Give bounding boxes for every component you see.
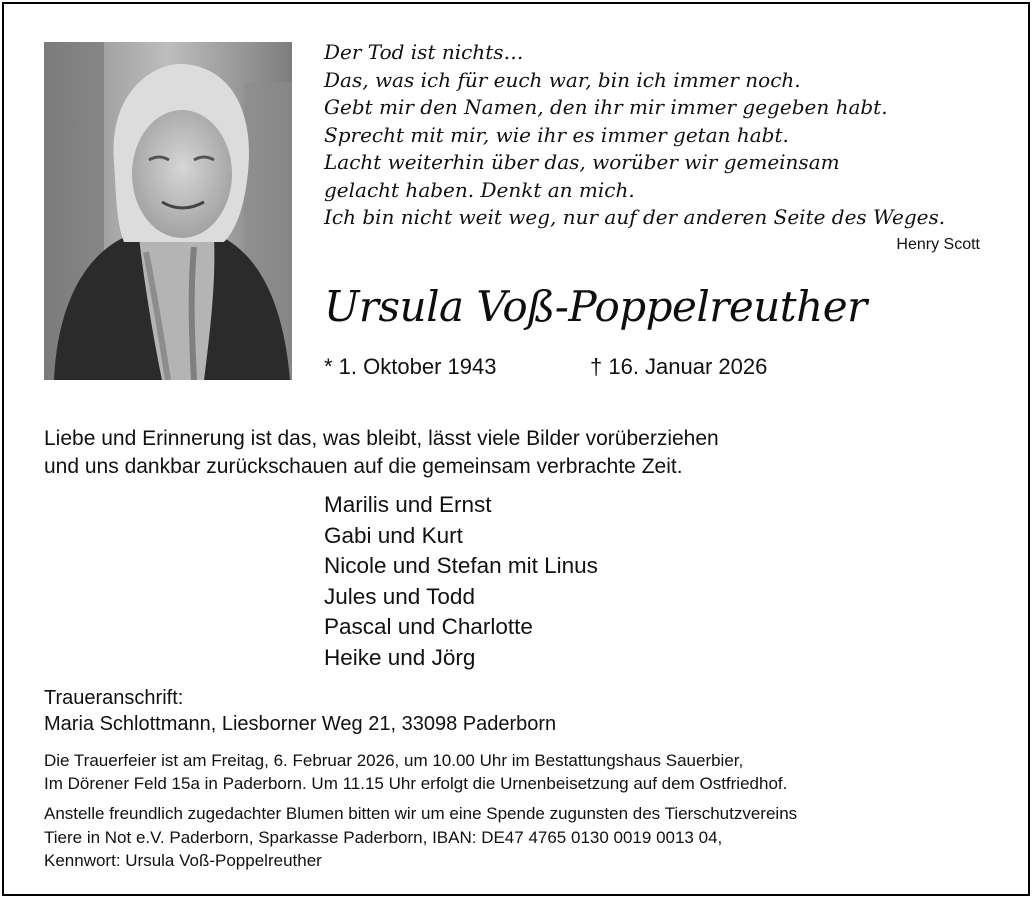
ceremony-line: Die Trauerfeier ist am Freitag, 6. Februar 2026, um 10.00 Uhr im Bestattungshaus Sauerbier, (44, 751, 744, 770)
poem (324, 39, 1004, 232)
donation-line: Anstelle freundlich zugedachter Blumen bitten wir um eine Spende zugunsten des Tierschutzvereins (44, 804, 798, 823)
poem-line: Ich bin nicht weit weg, nur auf der anderen Seite des Weges. (324, 205, 946, 229)
poem-line: Der Tod ist nichts… (324, 40, 524, 64)
ceremony-info (44, 749, 787, 795)
mourner-name: Jules und Todd (324, 583, 475, 609)
ceremony-line: Im Dörener Feld 15a in Paderborn. Um 11.15 Uhr erfolgt die Urnenbeisetzung auf dem Ostfriedhof. (44, 774, 788, 793)
mourner-name: Gabi und Kurt (324, 522, 463, 548)
mourning-address (44, 685, 556, 737)
donation-info (44, 802, 797, 873)
portrait-icon (44, 42, 292, 380)
donation-line: Tiere in Not e.V. Paderborn, Sparkasse Paderborn, IBAN: DE47 4765 0130 0019 0013 04, (44, 827, 723, 847)
intro-line: und uns dankbar zurückschauen auf die gemeinsam verbrachte Zeit. (44, 455, 683, 478)
poem-line: Lacht weiterhin über das, worüber wir gemeinsam (324, 150, 840, 174)
poem-author: Henry Scott (896, 236, 980, 253)
obituary-notice (2, 2, 1030, 896)
intro-text (44, 425, 719, 481)
mourners-list (324, 490, 598, 674)
portrait-photo (44, 42, 292, 380)
poem-line: Das, was ich für euch war, bin ich immer noch. (324, 67, 801, 92)
mourner-name: Pascal und Charlotte (324, 614, 533, 640)
birth-date: * 1. Oktober 1943 (324, 354, 497, 379)
poem-line: gelacht haben. Denkt an mich. (324, 177, 635, 202)
mourner-name: Heike und Jörg (324, 644, 476, 670)
address-value: Maria Schlottmann, Liesborner Weg 21, 33098 Paderborn (44, 713, 557, 735)
mourner-name: Marilis und Ernst (324, 492, 492, 517)
death-date: † 16. Januar 2026 (590, 354, 768, 379)
mourner-name: Nicole und Stefan mit Linus (324, 553, 598, 579)
poem-line: Gebt mir den Namen, den ihr mir immer gegeben habt. (324, 95, 888, 119)
address-label: Traueranschrift: (44, 687, 184, 709)
intro-line: Liebe und Erinnerung ist das, was bleibt, lässt viele Bilder vorüberziehen (44, 427, 719, 450)
deceased-name: Ursula Voß-Poppelreuther (324, 282, 867, 331)
poem-line: Sprecht mit mir, wie ihr es immer getan habt. (324, 122, 789, 147)
donation-line: Kennwort: Ursula Voß-Poppelreuther (44, 851, 322, 870)
